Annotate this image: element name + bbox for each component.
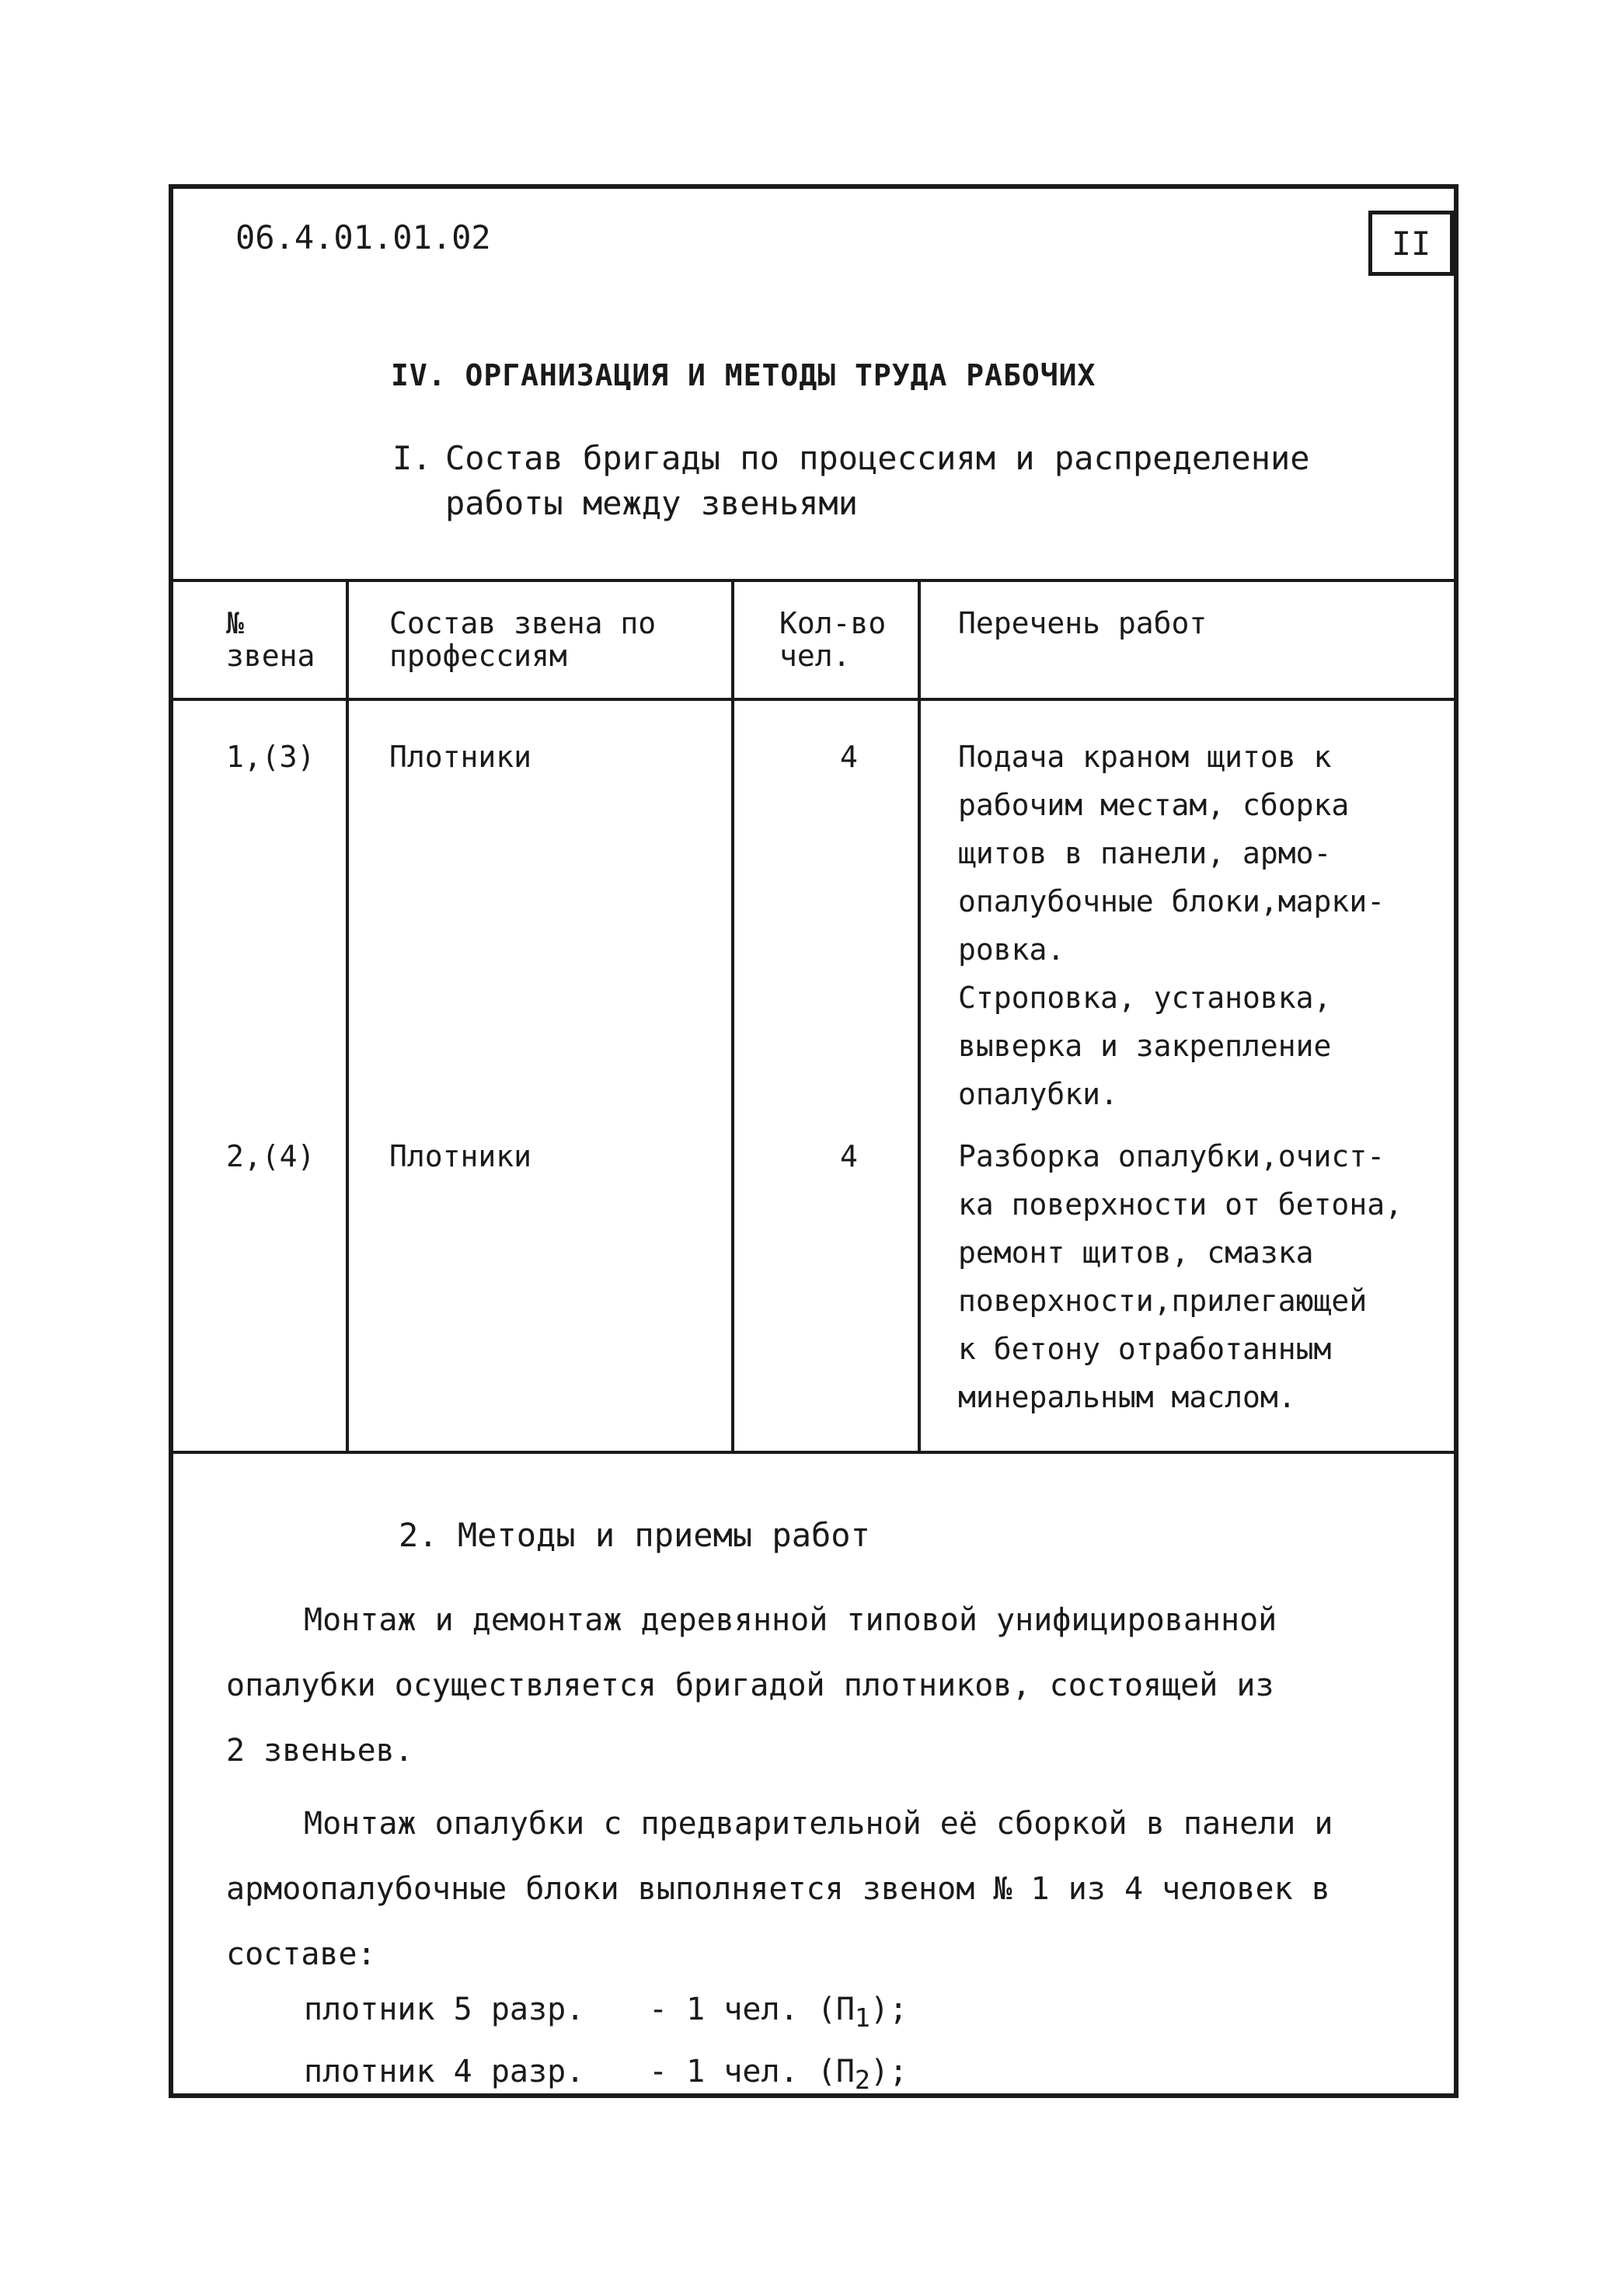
row1-works-line: рабочим местам, сборка — [958, 788, 1350, 822]
row1-works-line: Строповка, установка, — [958, 981, 1332, 1015]
header-col-profession-line2: профессиям — [389, 639, 567, 673]
row2-count: 4 — [840, 1139, 858, 1173]
header-col-profession — [389, 607, 656, 672]
paragraph-line: Монтаж и демонтаж деревянной типовой унифицированной — [304, 1602, 1277, 1638]
row2-works-line: минеральным маслом. — [958, 1380, 1296, 1414]
row1-works-line: выверка и закрепление — [958, 1029, 1332, 1063]
header-col-number — [226, 607, 315, 672]
table-bottom-rule — [173, 1451, 1454, 1454]
paragraph-line: армоопалубочные блоки выполняется звеном № 1 из 4 человек в — [226, 1871, 1330, 1907]
row1-works-line: опалубки. — [958, 1077, 1118, 1111]
crew-code-end: ); — [870, 2054, 908, 2090]
header-col-works: Перечень работ — [958, 606, 1208, 640]
crew-count: - 1 чел. — [649, 1992, 799, 2027]
document-code: 06.4.01.01.02 — [235, 218, 491, 256]
row2-works-line: поверхности,прилегающей — [958, 1284, 1368, 1318]
row2-works-line: Разборка опалубки,очист- — [958, 1139, 1385, 1173]
row1-works-line: Подача краном щитов к — [958, 740, 1332, 774]
header-col-count-line2: чел. — [779, 639, 851, 673]
table-top-rule — [173, 579, 1454, 582]
section-title: IV. ОРГАНИЗАЦИЯ И МЕТОДЫ ТРУДА РАБОЧИХ — [391, 358, 1096, 392]
crew-code-sub: 2 — [854, 2065, 870, 2095]
table-header-rule — [173, 698, 1454, 701]
crew-code-sub: 1 — [854, 2002, 870, 2033]
subsection-number: I. — [392, 439, 432, 477]
header-col-count-line1: Кол-во — [779, 606, 887, 640]
row1-number: 1,(3) — [226, 740, 315, 774]
subsection-title — [392, 436, 1310, 526]
row1-works-line: опалубочные блоки,марки- — [958, 884, 1385, 918]
header-col-number-line2: звена — [226, 639, 315, 673]
crew-role: плотник 5 разр. — [304, 1992, 585, 2027]
row2-works-line: ремонт щитов, смазка — [958, 1236, 1314, 1270]
crew-count: - 1 чел. — [649, 2054, 799, 2090]
row2-works-line: ка поверхности от бетона, — [958, 1187, 1403, 1222]
crew-role: плотник 4 разр. — [304, 2054, 585, 2090]
page-number — [1368, 211, 1454, 276]
table-col-divider-1 — [346, 579, 349, 1454]
methods-paragraph-1 — [226, 1588, 1438, 1783]
header-col-count — [779, 607, 886, 672]
page-frame — [169, 184, 1458, 2098]
crew-list-item — [304, 1992, 908, 2033]
row1-works-line: ровка. — [958, 932, 1065, 967]
row1-works — [958, 733, 1385, 1118]
paragraph-line: опалубки осуществляется бригадой плотников, состоящей из — [226, 1668, 1274, 1703]
paragraph-line: 2 звеньев. — [226, 1733, 413, 1769]
table-col-divider-3 — [918, 579, 921, 1454]
paragraph-line: Монтаж опалубки с предварительной её сборкой в панели и — [304, 1806, 1333, 1842]
methods-paragraph-2 — [226, 1791, 1438, 1987]
crew-code: (П — [817, 1992, 855, 2027]
row2-number: 2,(4) — [226, 1139, 315, 1173]
paragraph-line: составе: — [226, 1936, 376, 1972]
row2-profession: Плотники — [389, 1139, 532, 1173]
row2-works — [958, 1132, 1403, 1421]
table-col-divider-2 — [731, 579, 734, 1454]
row1-works-line: щитов в панели, армо- — [958, 836, 1332, 870]
subsection-title-line2: работы между звеньями — [445, 484, 859, 522]
crew-code-end: ); — [870, 1992, 908, 2027]
page-number-text: II — [1391, 224, 1431, 263]
row2-works-line: к бетону отработанным — [958, 1332, 1332, 1366]
subsection-title-line1: Состав бригады по процессиям и распределение — [445, 439, 1310, 477]
header-col-profession-line1: Состав звена по — [389, 606, 657, 640]
header-col-number-line1: № — [226, 606, 244, 640]
row1-count: 4 — [840, 740, 858, 774]
crew-list-item — [304, 2054, 908, 2095]
row1-profession: Плотники — [389, 740, 532, 774]
methods-title: 2. Методы и приемы работ — [399, 1516, 870, 1554]
crew-code: (П — [817, 2054, 855, 2090]
